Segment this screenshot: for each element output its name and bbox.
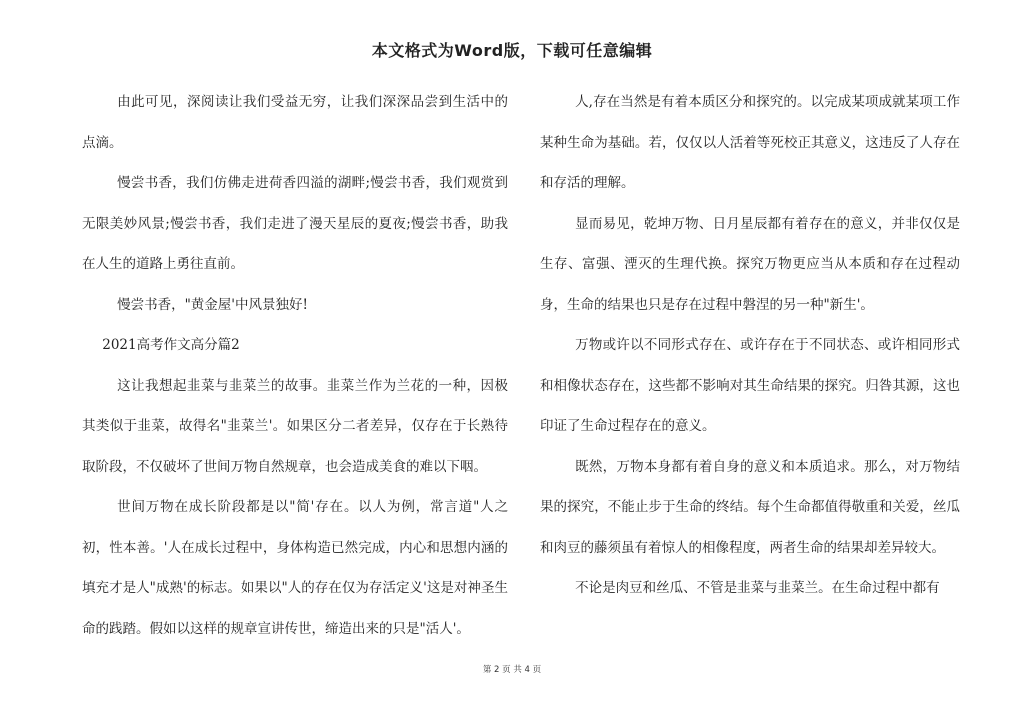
paragraph: 由此可见，深阅读让我们受益无穷，让我们深深品尝到生活中的点滴。 xyxy=(82,94,508,151)
paragraph: 世间万物在成长阶段都是以"简'存在。以人为例，常言道"人之初，性本善。'人在成长过程中，身体构造已然完成，内心和思想内涵的填充才是人"成熟'的标志。如果以"人的存在仅为存活定义'这是对神圣生命的践踏。假如以这样的规章宣讲传世，缔造出来的只是"活人'。 xyxy=(82,499,508,637)
paragraph: 慢尝书香，"黄金屋'中风景独好! xyxy=(117,296,308,313)
paragraph: 这让我想起韭菜与韭菜兰的故事。韭菜兰作为兰花的一种，因极其类似于韭菜，故得名"韭菜兰'。如果区分二者差异，仅存在于长熟待取阶段，不仅破坏了世间万物自然规章，也会造成美食的难以下咽。 xyxy=(82,377,508,475)
right-column xyxy=(540,82,960,609)
section-heading: 2021高考作文高分篇2 xyxy=(102,337,240,353)
paragraph: 人,存在当然是有着本质区分和探究的。以完成某项成就某项工作某种生命为基础。若，仅仅以人活着等死校正其意义，这违反了人存在和存活的理解。 xyxy=(540,94,960,191)
page-number: 第 2 页 共 4 页 xyxy=(482,665,542,675)
paragraph: 万物或许以不同形式存在、或许存在于不同状态、或许相同形式和相像状态存在，这些都不影响对其生命结果的探究。归咎其源，这也印证了生命过程存在的意义。 xyxy=(540,337,960,434)
paragraph: 不论是肉豆和丝瓜、不管是韭菜与韭菜兰。在生命过程中都有 xyxy=(575,580,940,596)
paragraph: 既然，万物本身都有着自身的意义和本质追求。那么，对万物结果的探究，不能止步于生命的终结。每个生命都值得敬重和关爱，丝瓜和肉豆的藤须虽有着惊人的相像程度，两者生命的结果却差异较大。 xyxy=(540,458,960,556)
paragraph: 慢尝书香，我们仿佛走进荷香四溢的湖畔;慢尝书香，我们观赏到无限美妙风景;慢尝书香，我们走进了漫天星辰的夏夜;慢尝书香，助我在人生的道路上勇往直前。 xyxy=(82,175,508,272)
document-banner: 本文格式为Word版，下载可任意编辑 xyxy=(371,41,653,60)
left-column xyxy=(82,82,508,649)
paragraph: 显而易见，乾坤万物、日月星辰都有着存在的意义，并非仅仅是生存、富强、湮灭的生理代换。探究万物更应当从本质和存在过程动身，生命的结果也只是存在过程中磐涅的另一种"新生'。 xyxy=(540,215,960,313)
